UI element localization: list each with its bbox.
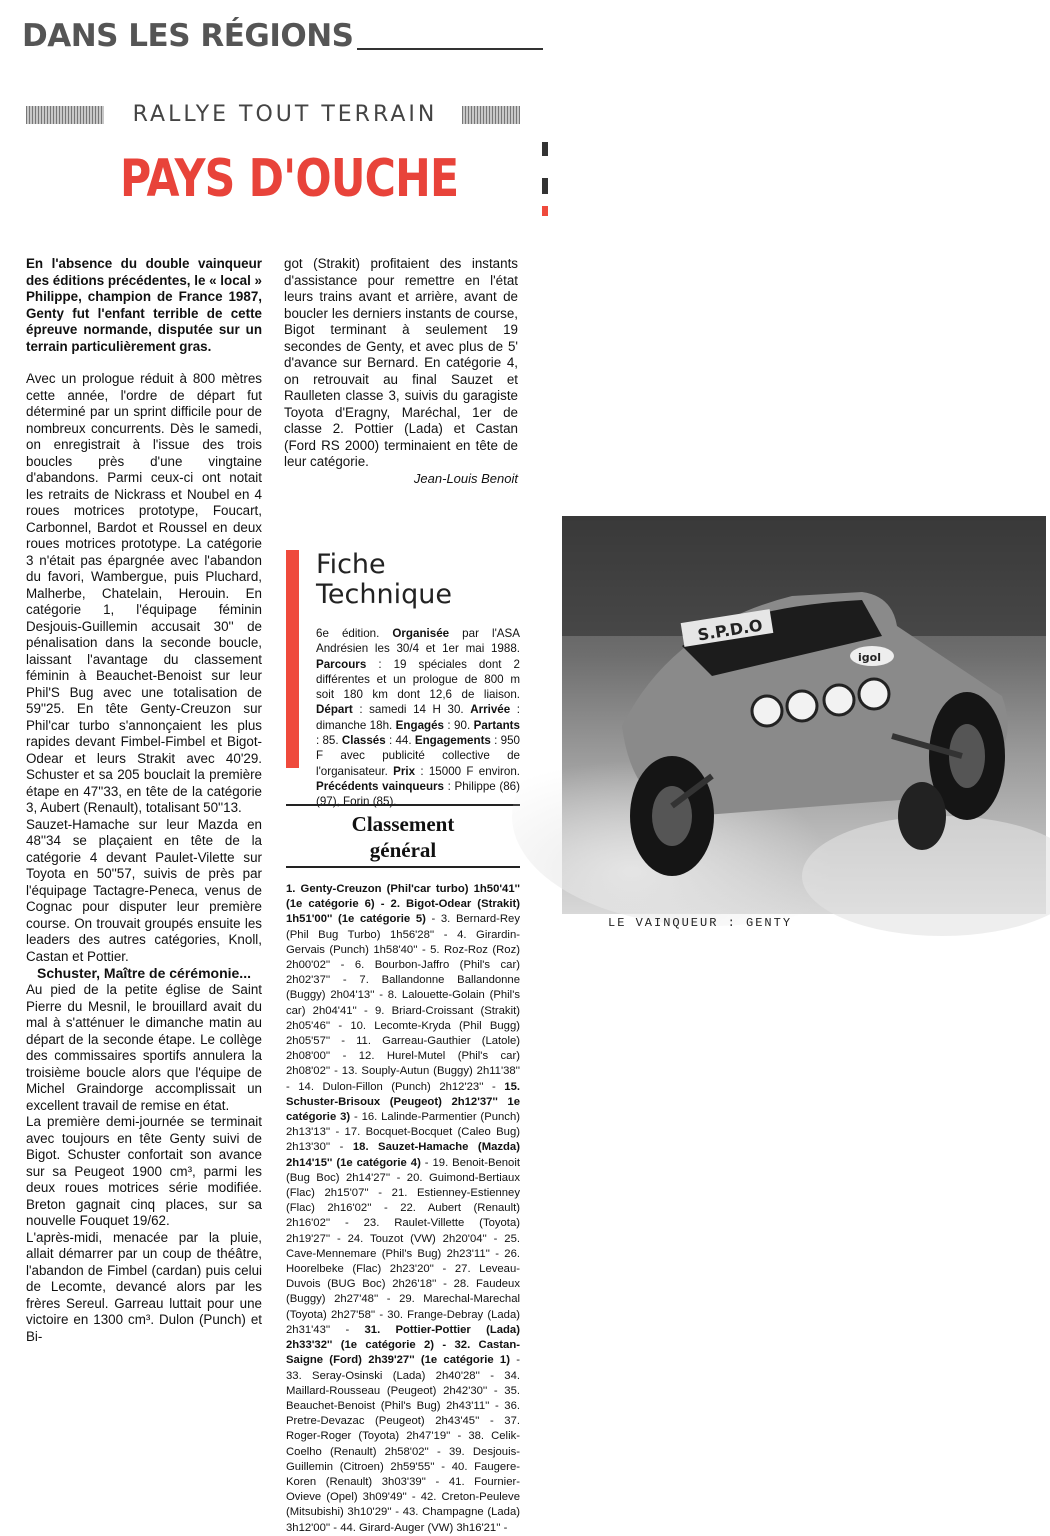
article-middle-column: [284, 256, 518, 487]
article-subhead: Schuster, Maître de cérémonie...: [37, 965, 251, 981]
fiche-text: : 950 F avec publicité collective de l'organisateur.: [316, 734, 520, 778]
fiche-key: Parcours: [316, 657, 367, 671]
classement-title: [286, 806, 520, 863]
buggy-photo-drawing: [562, 516, 1046, 914]
kicker-text: RALLYE TOUT TERRAIN: [132, 102, 438, 127]
fiche-key: Organisée: [392, 627, 450, 640]
classement-body: [286, 882, 520, 1536]
kicker-bar-right: [462, 106, 520, 124]
photo-caption: LE VAINQUEUR : GENTY: [608, 916, 793, 930]
fiche-key: Classés: [341, 734, 386, 748]
classement-title-line: général: [369, 838, 437, 862]
sticker-text: igol: [858, 651, 881, 664]
fiche-key: Engagements: [414, 734, 491, 748]
article-paragraph: La première demi-journée se terminait avec toujours en tête Genty suivi de Bigot. Schuster confortait son avance sur sa Peugeot 1900 cm³, parmi les deux roues motrices série modifiée. Breton gagnait cinq places, sur sa nouvelle Fouquet 19/62.: [26, 1114, 262, 1228]
fiche-title-line: Fiche: [316, 549, 386, 580]
fiche-key: Partants: [473, 718, 520, 732]
result-text: - 19. Benoit-Benoit (Bug Boc) 2h14'27'' - 20. Guimond-Bertiaux (Flac) 2h15'07'' - 21. Estienney-Estienney (Flac) 2h16'02'' - 22. Aubert (Renault) 2h16'02'' - 23. Raulet-Villette (Toyota) 2h19'27'' - 24. Touzot (VW) 2h20'04'' - 25. Cave-Mennemare (Phil's Bug) 2h23'11'' - 26. Hoorelbeke (Flac) 2h23'20'' - 27. Leveau-Duvois (BUG Boc) 2h26'18'' - 28. Faudeux (Buggy) 2h27'48'' - 29. Marechal-Marechal (Toyota) 2h27'58'' - 30. Frange-Debray (Lada) 2h31'43'' -: [286, 1156, 520, 1336]
fiche-text: : 19 spéciales dont 2 différentes et un prologue de 800 m soit 180 km dont 12,6 de liaison.: [316, 657, 520, 702]
fiche-key: Précédents vainqueurs: [316, 779, 444, 793]
fiche-key: Départ: [316, 703, 353, 717]
fiche-key: Engagés: [395, 718, 444, 732]
result-highlight: 1. Genty-Creuzon (Phil'car turbo) 1h50'41'' (1e catégorie 6) - 2. Bigot-Odear (Strakit) 1h51'00'' (1e catégorie 5): [286, 883, 520, 926]
fiche-text: 6e édition.: [316, 627, 393, 640]
page-edge-marks: [540, 138, 550, 218]
section-title: DANS LES RÉGIONS: [22, 18, 354, 54]
fiche-body: [316, 626, 520, 810]
kicker: [26, 102, 520, 128]
result-highlight: 31. Pottier-Pottier (Lada) 2h33'32'' (1e catégorie 2) - 32. Castan-Saigne (Ford) 2h39'27'' (1e catégorie 1): [286, 1323, 520, 1367]
fiche-text: : 85.: [316, 734, 342, 748]
fiche-text: : samedi 14 H 30.: [352, 703, 471, 717]
fiche-accent-bar: [286, 550, 299, 768]
fiche-text: : 15000 F environ.: [415, 764, 520, 778]
fiche-title: [316, 550, 452, 610]
result-text: - 3. Bernard-Rey (Phil Bug Turbo) 1h56'28'' - 4. Girardin-Gervais (Punch) 1h58'40'' - 5. Roz-Roz (Roz) 2h00'02'' - 6. Bourbon-Jaffro (Phil's car) 2h02'37'' - 7. Ballandonne Ballandonne (Buggy) 2h04'13'' - 8. Lalouette-Golain (Phil's car) 2h04'41'' - 9. Briard-Croissant (Strakit) 2h05'46'' - 10. Lecomte-Kryda (Phil Bugg) 2h05'57'' - 11. Garreau-Gauthier (Latole) 2h08'00'' - 12. Hurel-Mutel (Phil's car) 2h08'02'' - 13. Souply-Autun (Buggy) 2h11'38'' - 14. Dulon-Fillon (Punch) 2h12'23'' -: [286, 913, 520, 1093]
article-paragraph: Sauzet-Hamache sur leur Mazda en 48''34 se plaçaient en tête de la catégorie 4 devant Paulet-Vilette sur Toyota en 50''57, suivis de près par l'équipage Tactagre-Peneca, venus de Cognac pour disputer leur première course. On trouvait groupés ensuite les leaders des autres catégories, Knoll, Castan et Pottier.: [26, 816, 262, 964]
fiche-key: Prix: [393, 764, 416, 778]
article-left-column: [26, 256, 262, 1345]
classement-header: [286, 804, 520, 868]
fiche-text: : Philippe (86) (97), Forin (85).: [316, 779, 520, 809]
article-lead: En l'absence du double vainqueur des éditions précédentes, le « local » Philippe, champion de France 1987, Genty fut l'enfant terrible de cette épreuve normande, disputée sur un terrain particulièrement gras.: [26, 256, 262, 354]
article-paragraph: Au pied de la petite église de Saint Pierre du Mesnil, le brouillard avait du mal à s'atténuer le dimanche matin au départ de la seconde étape. Le collège des commissaires sportifs annulera la troisième boucle alors que l'équipe de Michel Graindorge accomplissait un excellent travail de remise en état.: [26, 982, 262, 1113]
plate-text: S.P.D.O: [696, 615, 764, 645]
result-text: - 16. Lalinde-Parmentier (Punch) 2h13'13'' - 17. Bocquet-Bocquet (Caleo Bug) 2h13'30'' -: [286, 1111, 520, 1154]
buggy-photo: [562, 516, 1046, 914]
result-highlight: 18. Sauzet-Hamache (Mazda) 2h14'15'' (1e catégorie 4): [286, 1141, 520, 1169]
kicker-bar-left: [26, 106, 104, 124]
fiche-key: Arrivée: [470, 703, 511, 717]
result-text: - 33. Seray-Osinski (Lada) 2h40'28'' - 34. Maillard-Rousseau (Peugeot) 2h42'30'' - 35. Beauchet-Benoist (Phil's Bug) 2h43'11'' - 36. Pretre-Devazac (Peugeot) 2h43'45'' - 37. Roger-Roger (Toyota) 2h47'19'' - 38. Celik-Coelho (Renault) 2h58'02'' - 39. Desjouis-Guillemin (Citroen) 2h59'55'' - 40. Faugere-Koren (Renault) 3h03'39'' - 41. Fournier-Ovieve (Opel) 3h09'49'' - 42. Creton-Peuleve (Mitsubishi) 3h10'29'' - 43. Champagne (Lada) 3h12'00'' - 44. Girard-Auger (VW) 3h16'21'' -: [286, 1354, 520, 1534]
section-header: [22, 18, 544, 58]
result-highlight: 15. Schuster-Brisoux (Peugeot) 2h12'37'' 1e catégorie 3): [286, 1080, 520, 1124]
fiche-text: : dimanche 18h.: [316, 703, 520, 732]
fiche-technique-box: [286, 549, 520, 809]
article-paragraph: L'après-midi, menacée par la pluie, allait démarrer par un coup de théâtre, l'abandon de Fimbel (cardan) puis celui de Lecomte, devancé alors par les frères Sereul. Garreau luttait pour une victoire en 1300 cm³. Dulon (Punch) et Bi-: [26, 1229, 262, 1344]
article-paragraph: Avec un prologue réduit à 800 mètres cette année, l'ordre de départ fut déterminé par un sprint difficile pour de nombreux concurrents. Dès le samedi, on enregistrait à l'issue des trois boucles près d'une vingtaine d'abandons. Parmi ceux-ci ont notait les retraits de Nickrass et Noubel en 4 roues motrices prototype, Foucart, Carbonnel, Bardot et Roussel en deux roues motrices prototype. La catégorie 3 n'était pas épargnée avec l'abandon du favori, Wambergue, puis Pluchard, Malherbe, Chatelain, Herouin. En catégorie 1, l'équipage féminin Desjouis-Guillemin accusait 30'' de pénalisation dans la seconde boucle, laissant l'avantage du classement féminin à Beauchet-Benoist sur leur Phil'S Bug avec une totalisation de 59''25. En tête Genty-Creuzon sur Phil'car turbo s'annonçaient les plus rapides devant Fimbel-Fimbel et Bigot-Odear et leurs Strakit avec 40'29. Schuster et sa 205 bouclait la première étape en 47''33, en tête de la catégorie 3, Aubert (Renault), totalisant 50''13.: [26, 371, 262, 815]
author-signature: Jean-Louis Benoit: [413, 470, 518, 486]
article-paragraph: got (Strakit) profitaient des instants d'assistance pour remettre en l'état leurs trains avant et arrière, avant de boucler les derniers instants de course, Bigot terminant à seulement 19 secondes de Genty, et avec plus de 5' d'avance sur Bernard. En catégorie 4, on retrouvait au final Sauzet et Raulleten classe 3, suivis du garagiste Toyota d'Eragny, Maréchal, 1er de classe 2. Pottier (Lada) et Castan (Ford RS 2000) terminaient en tête de leur catégorie.: [284, 256, 518, 469]
section-rule: [357, 48, 543, 50]
fiche-text: par l'ASA Andrésien les 30/4 et 1er mai 1988.: [316, 627, 520, 656]
classement-title-line: Classement: [351, 812, 455, 836]
fiche-text: : 44.: [385, 734, 415, 748]
fiche-title-line: Technique: [316, 579, 452, 610]
fiche-text: : 90.: [444, 718, 474, 732]
headline: PAYS D'OUCHE: [120, 149, 459, 209]
